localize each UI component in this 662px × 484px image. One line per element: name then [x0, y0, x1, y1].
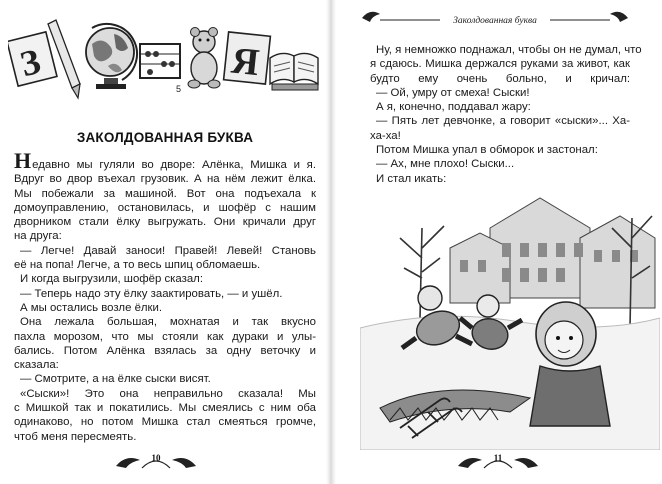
running-head	[360, 4, 630, 34]
left-page	[0, 0, 330, 484]
text-line: ха-ха!	[370, 129, 401, 142]
page-number-right	[448, 446, 548, 476]
winter-scene-illustration	[360, 188, 660, 450]
drop-cap: Н	[14, 148, 32, 173]
header-letter-ze: З	[16, 40, 45, 85]
text-line: — Ой, умру от смеха! Сыски!	[376, 86, 530, 99]
book-icon	[270, 53, 318, 90]
text-line: И стал икать:	[376, 172, 447, 185]
text-line: дворником стали ёлку выгружать. Они кричали друг	[14, 216, 316, 229]
text-line: на друга:	[14, 230, 62, 243]
text-line: — Легче! Давай заноси! Правей! Левей! Становь	[20, 244, 316, 257]
text-line: Она лежала большая, мохнатая и так вкусно	[20, 316, 316, 329]
text-line: И когда выгрузили, шофёр сказал:	[20, 273, 203, 286]
page-number-text: 11	[493, 453, 503, 463]
header-letter-ya: Я	[229, 39, 262, 85]
teddy-bear-icon	[188, 28, 220, 89]
text-line: Недавно мы гуляли во дворе: Алёнка, Мишка и я.	[14, 148, 316, 173]
text-line: А я, конечно, поддавал жару:	[376, 101, 531, 114]
letter-block-icon	[8, 32, 57, 86]
text-line: А мы остались возле ёлки.	[20, 301, 163, 314]
book-spine	[326, 0, 336, 484]
text-line: — Теперь надо эту ёлку заактировать, — и ушёл.	[20, 287, 283, 300]
text-line: чтоб меня пересмеять.	[14, 430, 137, 443]
text-line: «Сыски»! Это она неправильно сказала! Мы	[20, 387, 316, 400]
text-line: — Пять лет девчонке, а говорит «сыски»... Ха-	[376, 115, 630, 128]
text-line: пахла морозом, что мы стояли как дураки и улы-	[14, 330, 316, 343]
text-line: я сдаюсь. Мишка держался руками за живот, как будто ему очень больно, и кричал:	[370, 58, 630, 85]
school-items-header-illustration	[8, 14, 324, 104]
running-head-title: Заколдованная буква	[453, 16, 537, 26]
right-page-body-text	[370, 43, 642, 186]
left-page-body-text	[14, 148, 316, 444]
text-line: бались. Потом Алёнка взялась за одну веточку и	[14, 344, 316, 357]
text-line: Ну, я немножко поднажал, чтобы он не думал, что	[376, 44, 642, 56]
text-line: Вдруг во двор въехал грузовик. А на нём лежит ёлка. Мы побежали за машиной. Вот она подъехала к	[14, 173, 316, 200]
svg-text:5: 5	[176, 84, 182, 94]
abacus-icon	[140, 44, 181, 94]
text-line: — Смотрите, а на ёлке сыски висят.	[20, 373, 211, 386]
text-line: её на попа! Легче, а то весь шпиц обломаешь.	[14, 259, 261, 272]
text-line: — Ах, мне плохо! Сыски...	[376, 158, 515, 171]
chapter-title: ЗАКОЛДОВАННАЯ БУКВА	[76, 130, 254, 145]
globe-icon	[86, 24, 137, 89]
text-line: с Мишкой так и покатились. Мы смеялись с ним оба	[14, 402, 316, 415]
page-number-text: 10	[151, 453, 161, 463]
text-line: Потом Мишка упал в обморок и застонал:	[376, 144, 598, 157]
text-line: одинаково, но потом Мишка стал смеяться громче,	[14, 416, 316, 429]
page-number-left	[106, 446, 206, 476]
text-line: домоуправлению, остановилась, и шофёр с нашим	[14, 201, 316, 214]
letter-block-icon	[224, 32, 271, 84]
text-line: сказала:	[14, 359, 59, 372]
